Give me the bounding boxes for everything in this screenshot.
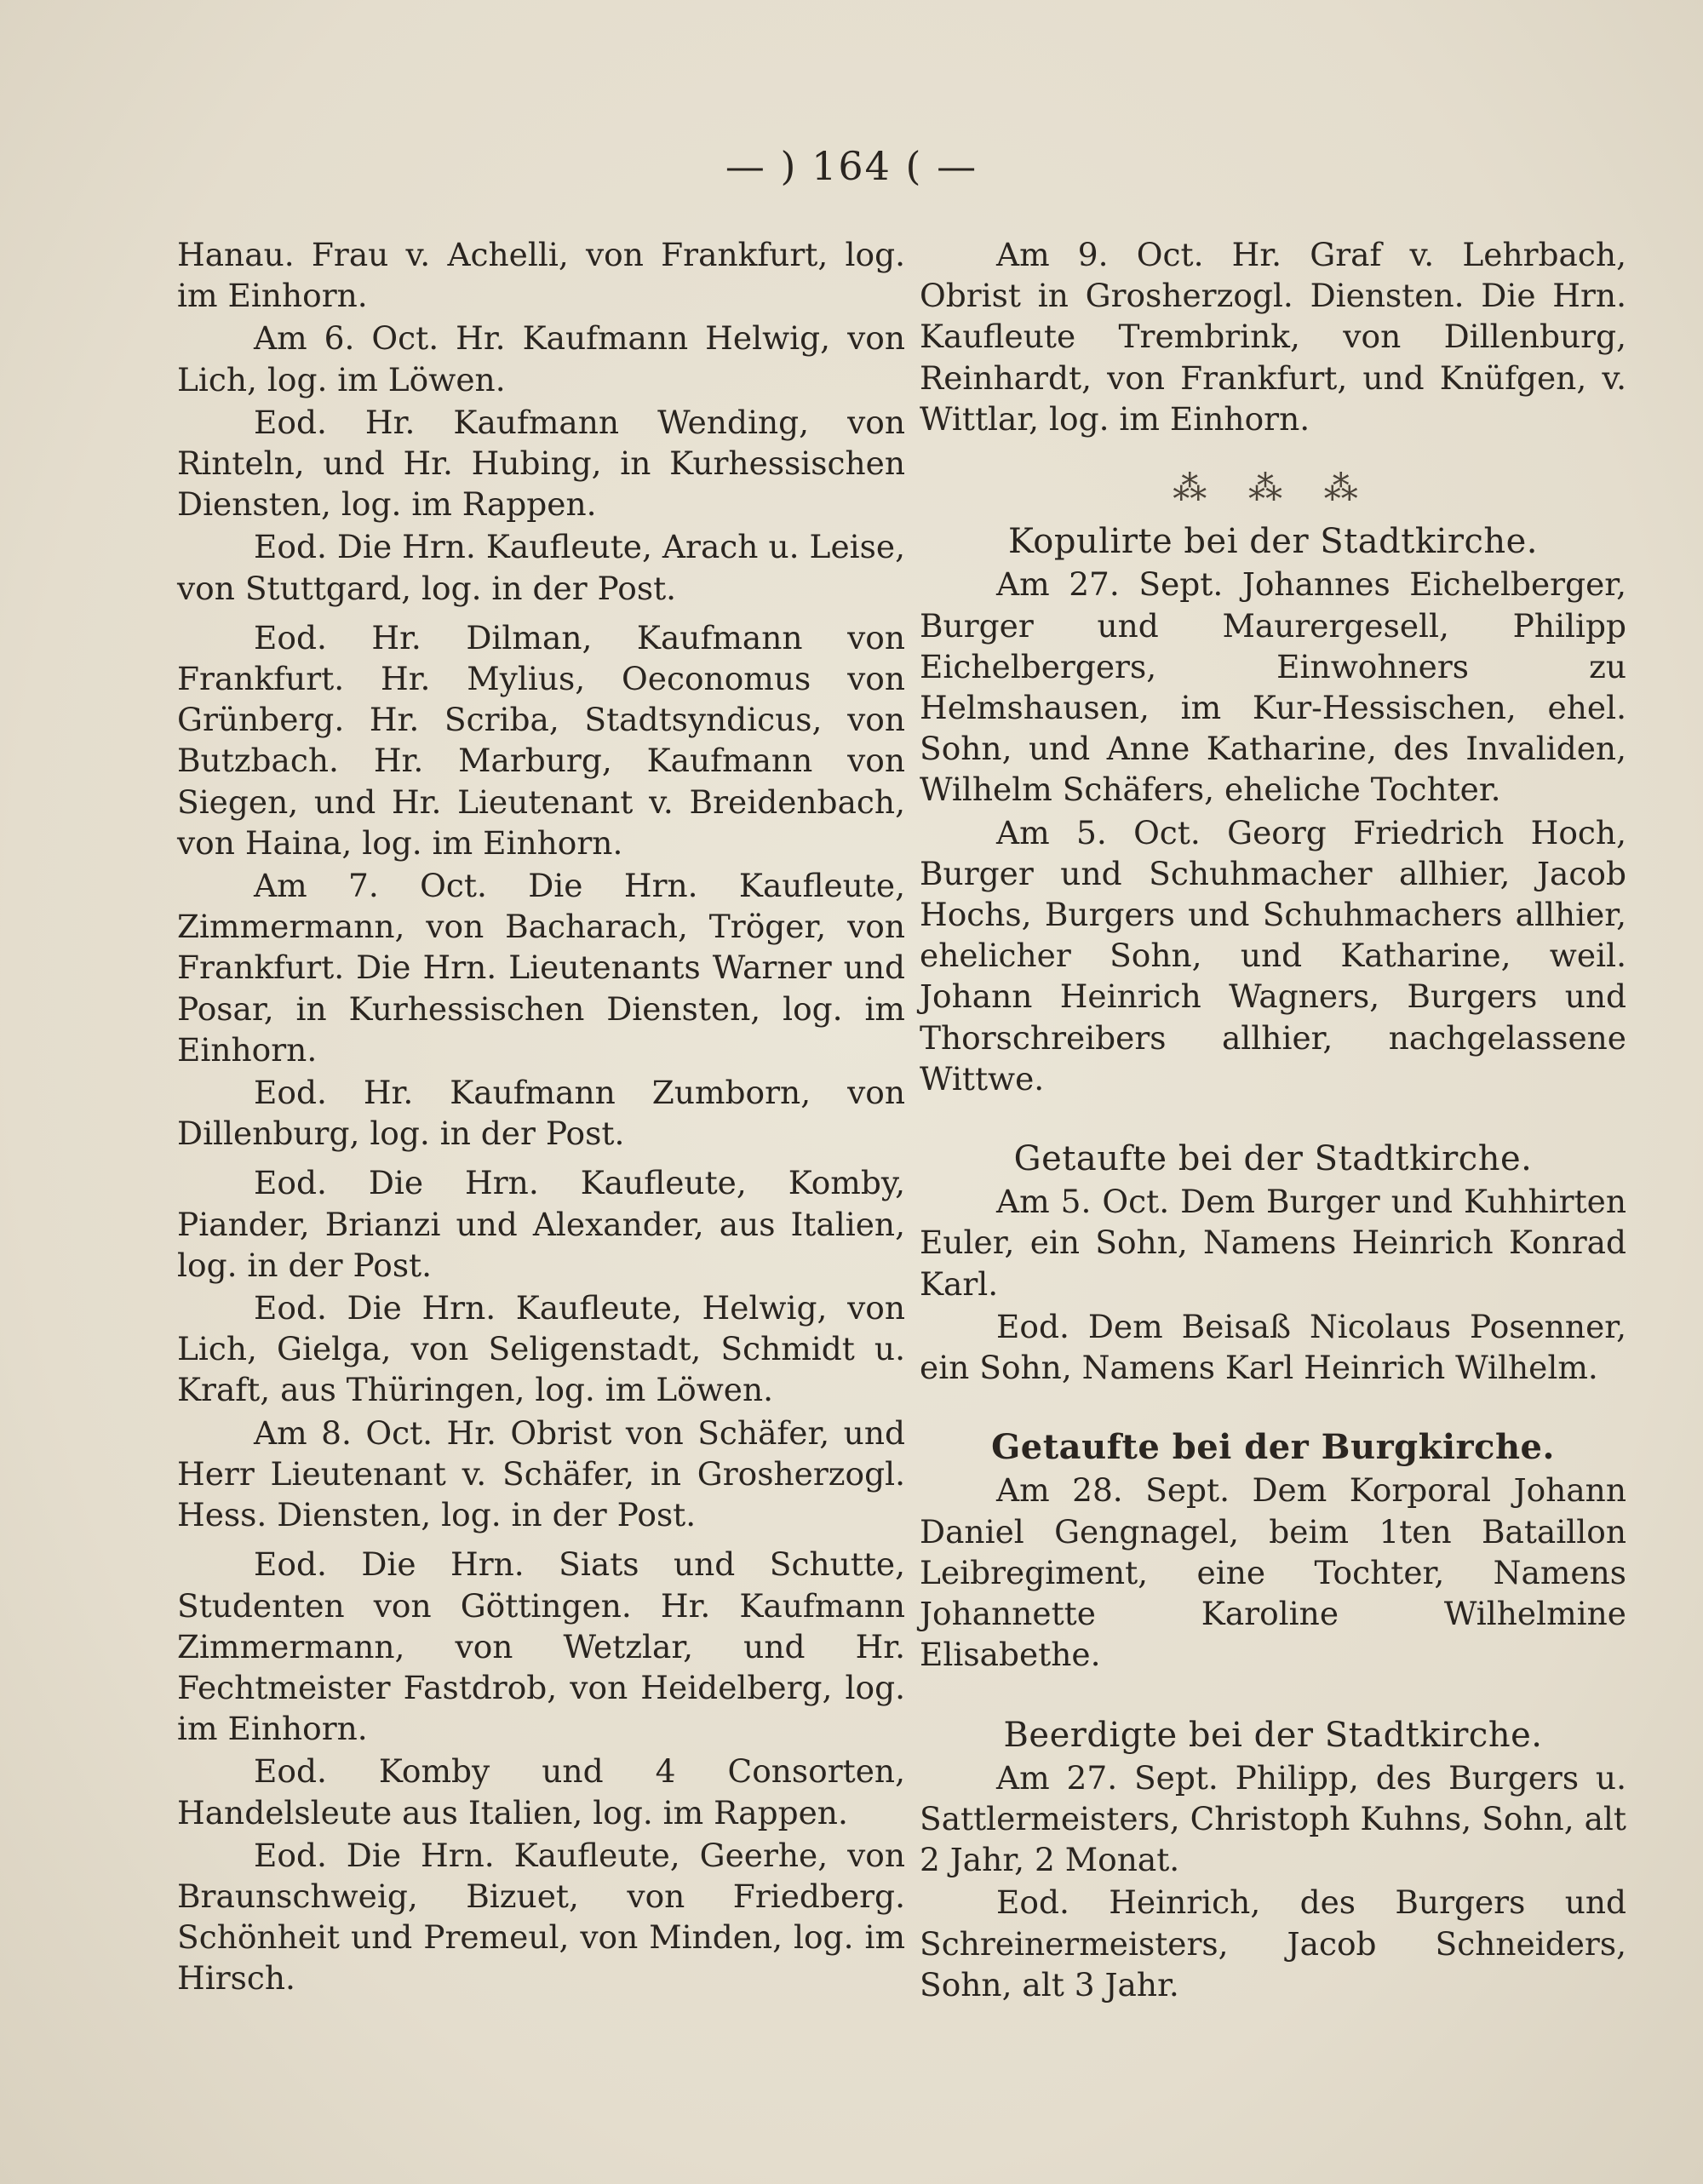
registry-entry: Am 27. Sept. Johannes Eichelberger, Burger und Maurergesell, Philipp Eichelbergers, Einwohners zu Helmshausen, im Kur-Hessischen, ehel. Sohn, und Anne Katharine, des Invaliden, Wilhelm Schäfers, eheliche Tochter. [920,565,1626,809]
header-dash-right: — [937,143,978,189]
section-title: Getaufte bei der Burgkirche. [991,1427,1555,1468]
page-header [0,143,1703,189]
arrivals-entry: Am 8. Oct. Hr. Obrist von Schäfer, und Herr Lieutenant v. Schäfer, in Grosherzogl. Hess. Diensten, log. in der Post. [177,1413,905,1534]
arrivals-entry: Eod. Die Hrn. Siats und Schutte, Studenten von Göttingen. Hr. Kaufmann Zimmermann, von Wetzlar, und Hr. Fechtmeister Fastdrob, von Heidelberg, log. im Einhorn. [177,1545,905,1748]
registry-sections [920,521,1626,2005]
arrivals-entry: Eod. Die Hrn. Kaufleute, Komby, Piander, Brianzi und Alexander, aus Italien, log. in der Post. [177,1164,905,1284]
arrivals-entry: Eod. Hr. Kaufmann Wending, von Rinteln, und Hr. Hubing, in Kurhessischen Diensten, log. im Rappen. [177,403,905,524]
page-number: ) 164 ( [780,143,923,189]
arrivals-entry: Eod. Die Hrn. Kaufleute, Geerhe, von Braunschweig, Bizuet, von Friedberg. Schönheit und Premeul, von Minden, log. im Hirsch. [177,1836,905,1998]
registry-entry: Am 27. Sept. Philipp, des Burgers u. Sattlermeisters, Christoph Kuhns, Sohn, alt 2 Jahr, 2 Monat. [920,1758,1626,1879]
registry-entry: Eod. Dem Beisaß Nicolaus Posenner, ein Sohn, Namens Karl Heinrich Wilhelm. [920,1307,1626,1387]
arrivals-entry: Eod. Hr. Kaufmann Zumborn, von Dillenburg, log. in der Post. [177,1074,905,1153]
arrivals-entry: Eod. Die Hrn. Kaufleute, Arach u. Leise, von Stuttgard, log. in der Post. [177,528,905,607]
arrivals-entry: Am 6. Oct. Hr. Kaufmann Helwig, von Lich, log. im Löwen. [177,319,905,398]
arrivals-entry: Eod. Komby und 4 Consorten, Handelsleute aus Italien, log. im Rappen. [177,1752,905,1831]
section-spacer [920,1677,1626,1706]
ornament-stars: ⁂ ⁂ ⁂ [1173,469,1373,509]
section-spacer [920,1390,1626,1419]
left-column [177,234,905,2001]
registry-entry: Am 5. Oct. Dem Burger und Kuhhirten Euler, ein Sohn, Namens Heinrich Konrad Karl. [920,1183,1626,1303]
arrivals-entry-continued: Am 9. Oct. Hr. Graf v. Lehrbach, Obrist in Grosherzogl. Diensten. Die Hrn. Kaufleute Trembrink, von Dillenburg, Reinhardt, von Frankfurt, und Knüfgen, v. Wittlar, log. im Einhorn. [920,236,1626,438]
section-title: Getaufte bei der Stadtkirche. [1013,1139,1533,1179]
arrivals-entry: Am 7. Oct. Die Hrn. Kaufleute, Zimmermann, von Bacharach, Tröger, von Frankfurt. Die Hrn. Lieutenants Warner und Posar, in Kurhessischen Diensten, log. im Einhorn. [177,867,905,1069]
right-column [920,234,1626,2007]
arrivals-entry: Eod. Hr. Dilman, Kaufmann von Frankfurt. Hr. Mylius, Oeconomus von Grünberg. Hr. Scriba, Stadtsyndicus, von Butzbach. Hr. Marburg, Kaufmann von Siegen, und Hr. Lieutenant v. Breidenbach, von Haina, log. im Einhorn. [177,618,905,862]
arrivals-entry: Eod. Die Hrn. Kaufleute, Helwig, von Lich, Gielga, von Seligenstadt, Schmidt u. Kraft, aus Thüringen, log. im Löwen. [177,1289,905,1409]
section-title: Kopulirte bei der Stadtkirche. [1007,522,1539,562]
arrivals-entry: Hanau. Frau v. Achelli, von Frankfurt, log. im Einhorn. [177,236,905,315]
registry-entry: Am 5. Oct. Georg Friedrich Hoch, Burger und Schuhmacher allhier, Jacob Hochs, Burgers und Schuhmachers allhier, ehelicher Sohn, und Katharine, weil. Johann Heinrich Wagners, Burgers und Thorschreibers allhier, nachgelassene Wittwe. [920,813,1626,1098]
section-title: Beerdigte bei der Stadtkirche. [1003,1715,1543,1755]
registry-entry: Eod. Heinrich, des Burgers und Schreinermeisters, Jacob Schneiders, Sohn, alt 3 Jahr. [920,1883,1626,2003]
header-dash-left: — [725,143,766,189]
section-spacer [920,1101,1626,1130]
registry-entry: Am 28. Sept. Dem Korporal Johann Daniel Gengnagel, beim 1ten Bataillon Leibregiment, eine Tochter, Namens Johannette Karoline Wilhelmine Elisabethe. [920,1471,1626,1674]
